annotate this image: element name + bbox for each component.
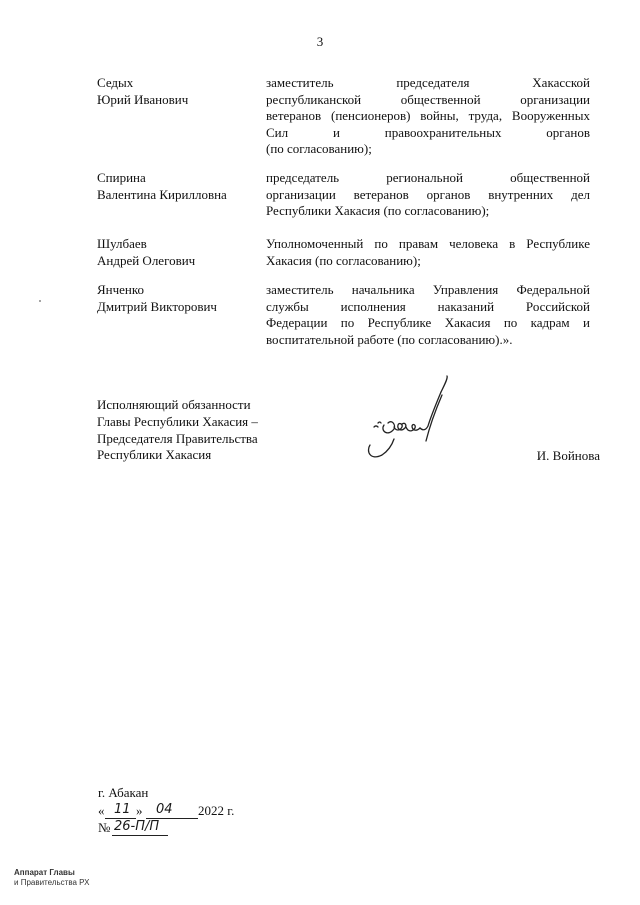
signatory-title-line: Исполняющий обязанности xyxy=(97,397,251,412)
member-role xyxy=(266,170,590,220)
date-open-quote: « xyxy=(98,803,105,818)
page-number: 3 xyxy=(316,34,324,49)
role-line: Уполномоченный по правам человека в Республике xyxy=(266,236,590,251)
role-line: (по согласованию); xyxy=(266,141,372,156)
date-month: 04 xyxy=(156,802,173,817)
role-line: Сил и правоохранительных органов xyxy=(266,124,590,140)
signatory-title-line: Главы Республики Хакасия – xyxy=(97,413,258,429)
member-surname: Седых xyxy=(97,75,134,90)
number-value: 26-П/П xyxy=(114,819,160,834)
member-surname: Шулбаев xyxy=(97,236,147,251)
member-role xyxy=(266,236,590,269)
signatory-title-line: Республики Хакасия xyxy=(97,447,212,463)
role-line: республиканской общественной организации xyxy=(266,91,590,107)
city: г. Абакан xyxy=(98,785,149,800)
role-line: заместитель председателя Хакасской xyxy=(266,75,590,90)
member-name xyxy=(97,282,262,315)
registration-stamp xyxy=(14,868,89,888)
role-line: Федерации по Республике Хакасия по кадрам и xyxy=(266,315,590,330)
number-prefix: № xyxy=(98,820,111,835)
stamp-line: Аппарат Главы xyxy=(14,868,75,877)
member-name xyxy=(97,170,262,203)
member-given-names: Юрий Иванович xyxy=(97,91,189,107)
number-underline xyxy=(112,835,168,836)
handwritten-signature xyxy=(362,375,482,475)
date-close-quote: » xyxy=(136,803,143,818)
member-given-names: Валентина Кирилловна xyxy=(97,186,227,202)
member-given-names: Дмитрий Викторович xyxy=(97,298,217,314)
role-line: Хакасия (по согласованию); xyxy=(266,252,421,268)
date-year: 2022 г. xyxy=(198,803,235,818)
member-surname: Спирина xyxy=(97,170,146,185)
role-line: воспитательной работе (по согласованию).». xyxy=(266,331,513,347)
role-line: службы исполнения наказаний Российской xyxy=(266,298,590,314)
signatory-title xyxy=(97,397,258,464)
stamp-line: и Правительства РХ xyxy=(14,878,90,887)
member-role xyxy=(266,282,590,348)
role-line: заместитель начальника Управления Федеральной xyxy=(266,282,590,297)
member-surname: Янченко xyxy=(97,282,145,297)
member-role xyxy=(266,75,590,158)
scan-speck xyxy=(39,300,41,302)
role-line: ветеранов (пенсионеров) войны, труда, Вооруженных xyxy=(266,108,590,123)
role-line: Республики Хакасия (по согласованию); xyxy=(266,203,490,218)
member-name xyxy=(97,75,262,108)
member-name xyxy=(97,236,262,269)
member-given-names: Андрей Олегович xyxy=(97,252,196,268)
signatory-name: И. Войнова xyxy=(536,448,600,463)
role-line: организации ветеранов органов внутренних дел xyxy=(266,186,590,202)
document-number xyxy=(98,820,178,838)
role-line: председатель региональной общественной xyxy=(266,170,590,185)
signatory-title-line: Председателя Правительства xyxy=(97,430,258,446)
date-day: 11 xyxy=(114,802,131,817)
